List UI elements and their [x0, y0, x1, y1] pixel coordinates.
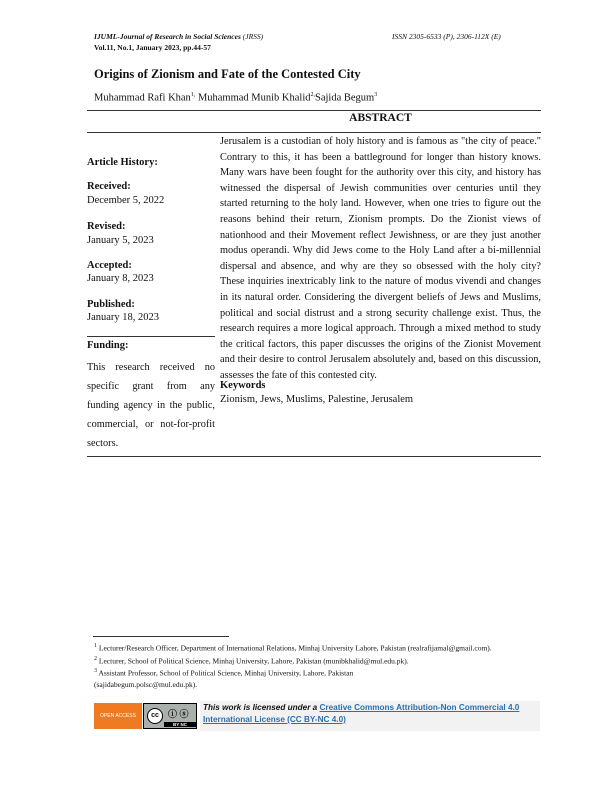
author-sup: 3	[374, 92, 378, 98]
cc-by-nc-badge	[143, 703, 197, 729]
accepted-label: Accepted:	[87, 260, 132, 271]
authors	[94, 92, 377, 104]
divider	[87, 110, 541, 111]
revised-date: January 5, 2023	[87, 235, 154, 246]
footnote: $^1$ Lecturer/Research Officer, Department of International Relations, Minhaj University Lahore, Pakistan (realrafijamal@gmail.com).	[94, 643, 492, 653]
article-history-heading: Article History:	[87, 157, 158, 168]
published-date: January 18, 2023	[87, 312, 160, 323]
cc-terms: BY NC	[164, 722, 196, 727]
funding-text: This research received no specific grant from any funding agency in the public, commercial, or not-for-profit sectors.	[87, 362, 215, 449]
received-date: December 5, 2022	[87, 195, 165, 206]
footnote: $^2$ Lecturer, School of Political Science, Minhaj University, Lahore, Pakistan (munibkhalid@mul.edu.pk).	[94, 655, 409, 665]
journal-title: IJUML-Journal of Research in Social Sciences	[94, 32, 241, 41]
abstract-heading: ABSTRACT	[349, 112, 412, 124]
footnotes	[94, 641, 514, 690]
published-label: Published:	[87, 299, 135, 310]
funding-heading: Funding:	[87, 340, 129, 351]
license-notice	[200, 701, 540, 731]
divider	[87, 456, 541, 457]
volume-info: Vol.11, No.1, January 2023, pp.44-57	[94, 43, 211, 52]
open-access-badge	[94, 703, 142, 729]
author: Sajida Begum	[315, 92, 375, 104]
author: Muhammad Rafi Khan	[94, 92, 191, 104]
open-access-icon: OPEN ACCESS	[100, 713, 136, 719]
footnote: $^3$ Assistant Professor, School of Political Science, Minhaj University, Lahore, Pakistan (sajidabegum.polsc@mul.edu.pk).	[94, 668, 354, 689]
license-link[interactable]: Creative Commons Attribution-Non Commercial 4.0 International License (CC BY-NC 4.0)	[203, 703, 520, 724]
received-label: Received:	[87, 181, 131, 192]
paper-title: Origins of Zionism and Fate of the Contested City	[94, 67, 361, 81]
license-prefix: This work is licensed under a	[203, 703, 320, 712]
accepted-date: January 8, 2023	[87, 273, 154, 284]
author: Muhammad Munib Khalid	[197, 92, 311, 104]
author-sup: 2,	[310, 92, 316, 98]
journal-name	[94, 32, 263, 41]
divider	[87, 336, 215, 337]
divider	[87, 132, 541, 133]
keywords-heading: Keywords	[220, 380, 266, 391]
issn: ISSN 2305-6533 (P), 2306-112X (E)	[392, 32, 501, 41]
footnote-rule	[93, 636, 229, 637]
revised-label: Revised:	[87, 221, 126, 232]
abstract-text: Jerusalem is a custodian of holy history and is famous as "the city of peace." Contrary to this, it has been a battleground for longer than history knows. Many wars have been fought for the authority over this city, and history has witnessed the dispersal of Jewish communities over centuries until they started returning to the holy land. However, when one tries to figure out the reasons behind their return, Zionism prompts. Do the Zionist views of nationhood and their Movement reflect Jewishness, or are they just another modus operandi. Why did Jews come to the Holy Land after a bi-millennial dispersal and absence, and why are they so obsessed with the holy city? These inquiries inextricably link to the nature of modus vivendi and changes in its natural order. Considering the divergent beliefs of Jews and Muslims, political and social distrust and a strong security challenge exist. Thus, the research requires a more logical approach. Through a mixed method to study the critical factors, this paper discusses the origins of the Zionist Movement and their desire to control Jerusalem absolutely and, based on this discussion, assesses the fate of this contested city.	[220, 136, 541, 381]
cc-icon: cc	[147, 708, 163, 724]
journal-abbr: (JRSS)	[242, 32, 264, 41]
keywords-text: Zionism, Jews, Muslims, Palestine, Jerusalem	[220, 394, 414, 405]
by-nc-icon: ⓘ ⓢ	[168, 709, 189, 719]
author-sup: 1,	[190, 92, 196, 98]
